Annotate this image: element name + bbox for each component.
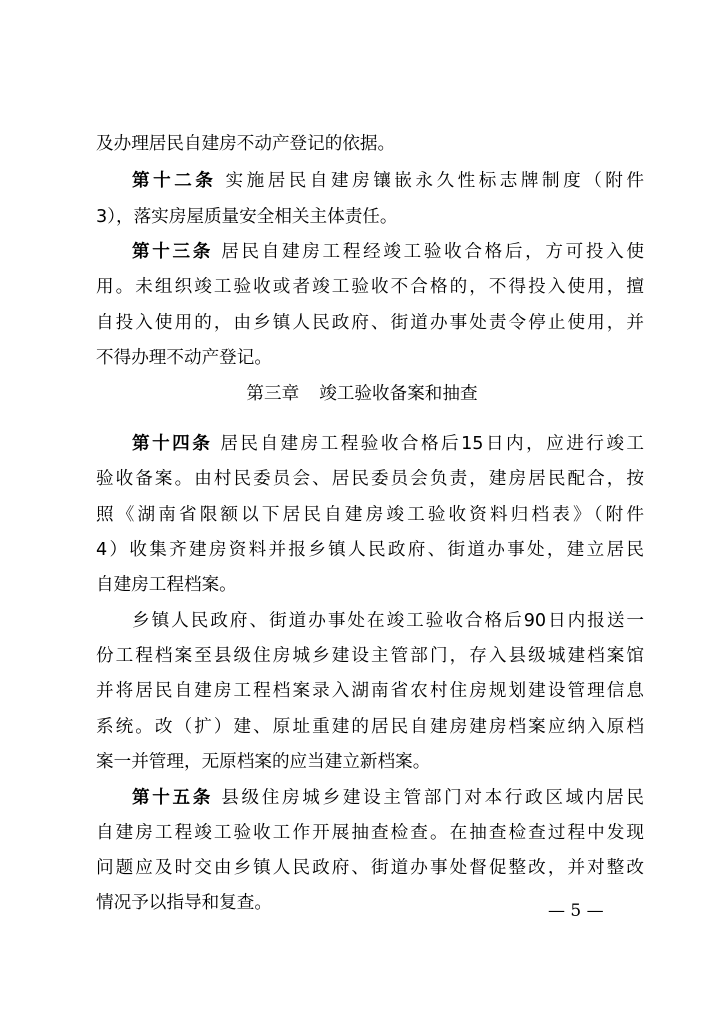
- text-line: 验收备案。由村民委员会、居民委员会负责，建房居民配合，按: [96, 469, 644, 489]
- article-label: 第十三条: [132, 242, 214, 262]
- text-line: 4）收集齐建房资料并报乡镇人民政府、街道办事处，建立居民: [96, 540, 644, 560]
- text-line: 及办理居民自建房不动产登记的依据。: [96, 134, 396, 154]
- chapter-title: 竣工验收备案和抽查: [319, 384, 478, 404]
- text-line: 自建房工程竣工验收工作开展抽查检查。在抽查检查过程中发现: [96, 823, 644, 843]
- text-line: 3），落实房屋质量安全相关主体责任。: [96, 207, 398, 227]
- text-line: 并将居民自建房工程档案录入湖南省农村住房规划建设管理信息: [96, 681, 644, 701]
- article-14-heading-line: 第十四条 居民自建房工程验收合格后15日内，应进行竣工: [132, 434, 644, 454]
- text-line: 不得办理不动产登记。: [96, 348, 272, 368]
- text-line: 系统。改（扩）建、原址重建的居民自建房建房档案应纳入原档: [96, 717, 644, 737]
- text-line: 用。未组织竣工验收或者竣工验收不合格的，不得投入使用，擅: [96, 277, 644, 297]
- text-line: 自建房工程档案。: [96, 575, 237, 595]
- text-line: 乡镇人民政府、街道办事处在竣工验收合格后90日内报送一: [132, 611, 644, 631]
- text-line: 份工程档案至县级住房城乡建设主管部门，存入县级城建档案馆: [96, 646, 644, 666]
- text-line: 案一并管理，无原档案的应当建立新档案。: [96, 752, 431, 772]
- article-label: 第十四条: [132, 434, 213, 454]
- chapter-number: 第三章: [246, 384, 300, 404]
- article-12-heading-line: 第十二条 实施居民自建房镶嵌永久性标志牌制度（附件: [132, 171, 644, 191]
- article-label: 第十五条: [132, 788, 214, 808]
- text-line: 自投入使用的，由乡镇人民政府、街道办事处责令停止使用，并: [96, 313, 644, 333]
- page-number: — 5 —: [548, 901, 604, 921]
- text-line: 问题应及时交由乡镇人民政府、街道办事处督促整改，并对整改: [96, 858, 644, 878]
- article-label: 第十二条: [132, 171, 217, 191]
- text-line: 情况予以指导和复查。: [96, 893, 272, 913]
- article-13-heading-line: 第十三条 居民自建房工程经竣工验收合格后，方可投入使: [132, 242, 644, 262]
- chapter-heading: [0, 382, 724, 406]
- text-line: 照《湖南省限额以下居民自建房竣工验收资料归档表》（附件: [96, 505, 644, 525]
- article-15-heading-line: 第十五条 县级住房城乡建设主管部门对本行政区域内居民: [132, 788, 644, 808]
